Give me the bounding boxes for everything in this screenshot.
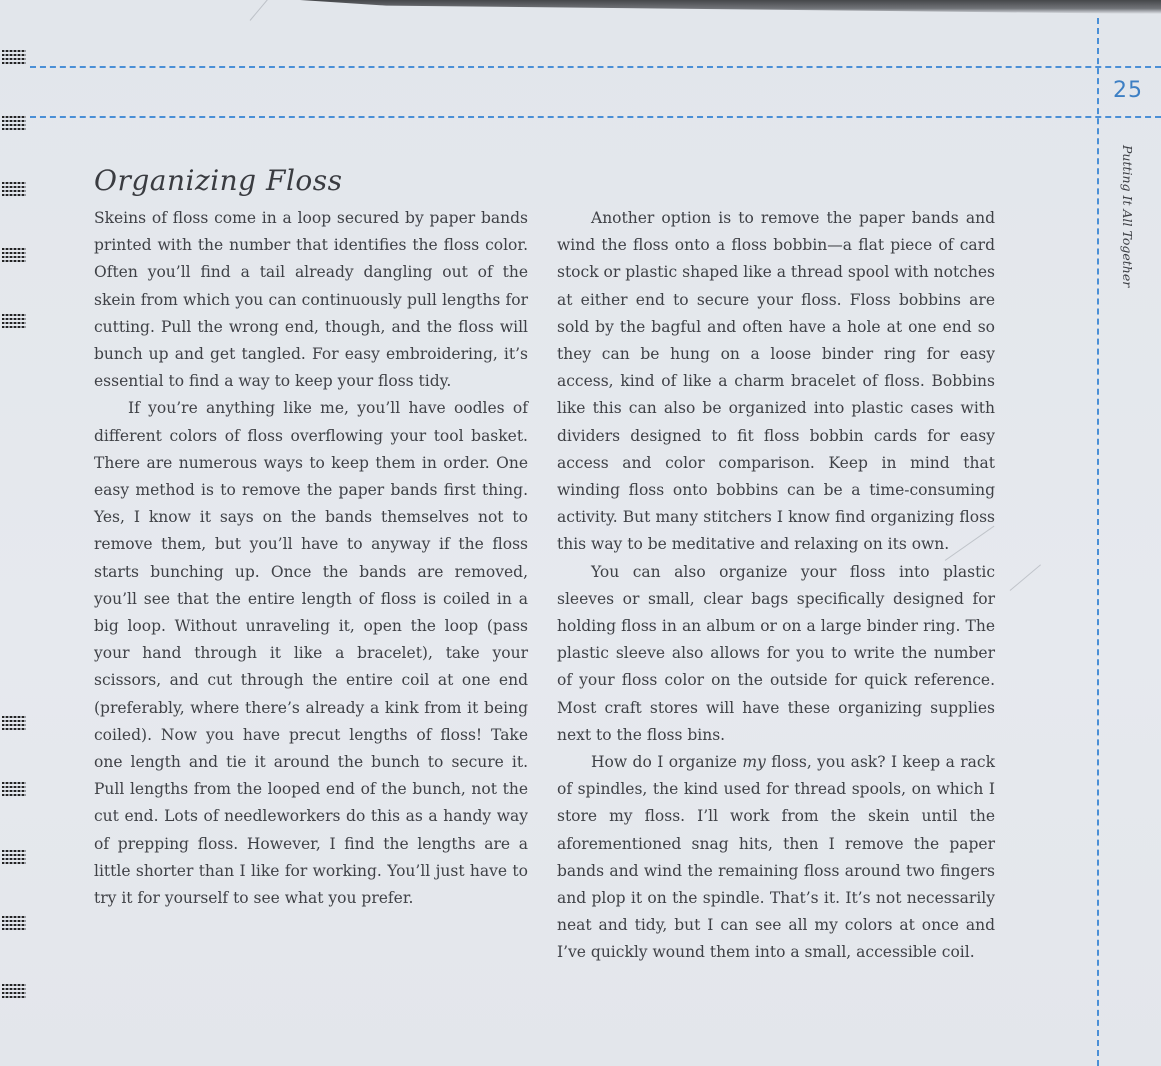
- paragraph-text: floss, you ask? I keep a rack of spindles, the kind used for thread spools, on which I store my floss. I’ll work from the skein until the aforementioned snag hits, then I remove the paper bands and wind the remaining floss around two fingers and plop it on the spindle. That’s it. It’s not necessarily neat and tidy, but I can see all my colors at once and I’ve quickly wound them into a small, accessible coil.: [557, 753, 995, 962]
- paragraph: If you’re anything like me, you’ll have oodles of different colors of floss overflowing your tool basket. There are numerous ways to keep them in order. One easy method is to remove the paper bands first thing. Yes, I know it says on the bands themselves not to remove them, but you’ll have to anyway if the floss starts bunching up. Once the bands are removed, you’ll see that the entire length of floss is coiled in a big loop. Without unraveling it, open the loop (pass your hand through it like a bracelet), take your scissors, and cut through the entire coil at one end (preferably, where there’s already a kink from it being coiled). Now you have precut lengths of floss! Take one length and tie it around the bunch to secure it. Pull lengths from the looped end of the bunch, not the cut end. Lots of needleworkers do this as a handy way of prepping floss. However, I find the lengths are a little shorter than I like for working. You’ll just have to try it for yourself to see what you prefer.: [94, 399, 528, 908]
- paragraph: [557, 749, 995, 967]
- spiral-binding: [0, 0, 34, 1066]
- paper-scuff: [1010, 564, 1041, 590]
- binding-coil: [2, 714, 26, 734]
- paragraph: You can also organize your floss into plastic sleeves or small, clear bags specifically designed for holding floss in an album or on a large binder ring. The plastic sleeve also allows for you to write the number of your floss color on the outside for quick reference. Most craft stores will have these organizing supplies next to the floss bins.: [557, 562, 995, 744]
- right-text-column: [557, 205, 995, 967]
- binding-coil: [2, 114, 26, 134]
- left-text-column: [94, 205, 528, 912]
- binding-coil: [2, 982, 26, 1002]
- binding-coil: [2, 312, 26, 332]
- page-top-edge-shadow: [300, 0, 1161, 14]
- section-heading: Organizing Floss: [94, 164, 343, 197]
- paper-scuff: [250, 0, 276, 21]
- running-head: Putting It All Together: [1120, 145, 1135, 288]
- dashed-guide-line-second: [30, 116, 1161, 118]
- emphasis-text: my: [742, 753, 766, 772]
- paragraph: Skeins of floss come in a loop secured by paper bands printed with the number that identifies the floss color. Often you’ll find a tail already dangling out of the skein from which you can continuously pull lengths for cutting. Pull the wrong end, though, and the floss will bunch up and get tangled. For easy embroidering, it’s essential to find a way to keep your floss tidy.: [94, 209, 528, 391]
- binding-coil: [2, 914, 26, 934]
- binding-coil: [2, 780, 26, 800]
- dashed-guide-line-vertical: [1097, 18, 1099, 1066]
- dashed-guide-line-top: [30, 66, 1161, 68]
- paragraph: Another option is to remove the paper bands and wind the floss onto a floss bobbin—a flat piece of card stock or plastic shaped like a thread spool with notches at either end to secure your floss. Floss bobbins are sold by the bagful and often have a hole at one end so they can be hung on a loose binder ring for easy access, kind of like a charm bracelet of floss. Bobbins like this can also be organized into plastic cases with dividers designed to fit floss bobbin cards for easy access and color comparison. Keep in mind that winding floss onto bobbins can be a time-consuming activity. But many stitchers I know find organizing floss this way to be meditative and relaxing on its own.: [557, 209, 995, 554]
- paragraph-text: How do I organize: [591, 753, 743, 772]
- binding-coil: [2, 180, 26, 200]
- page-number: 25: [1113, 78, 1143, 103]
- binding-coil: [2, 246, 26, 266]
- binding-coil: [2, 848, 26, 868]
- binding-coil: [2, 48, 26, 68]
